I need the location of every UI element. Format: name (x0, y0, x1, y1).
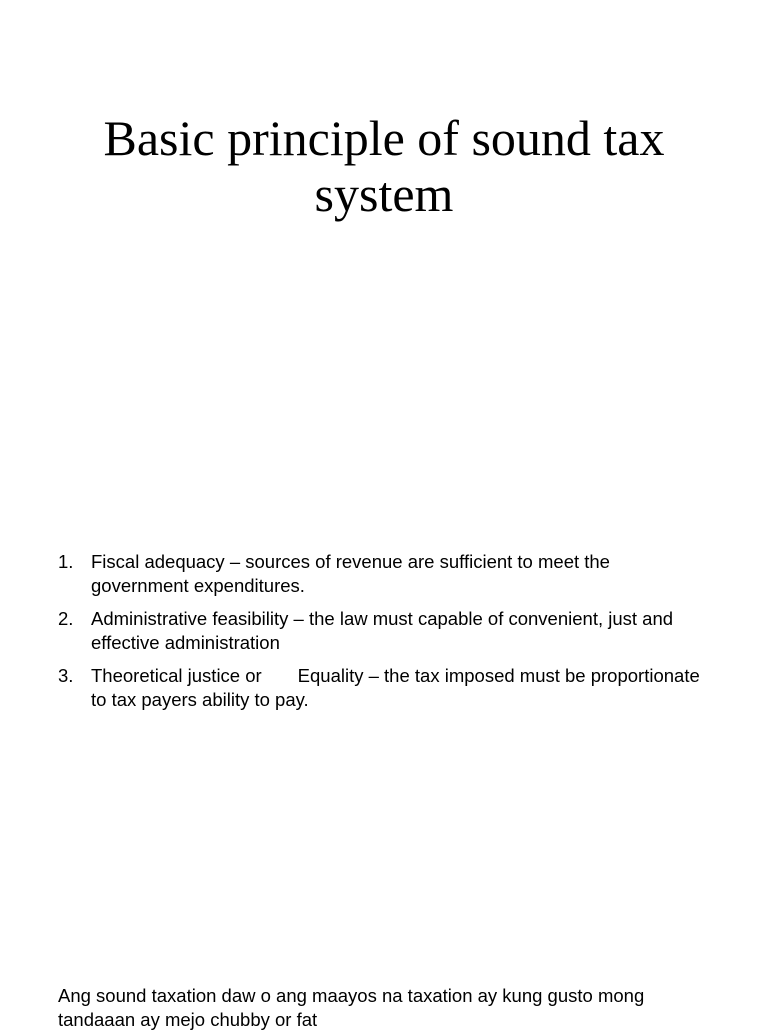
list-item (58, 550, 708, 598)
slide-title: Basic principle of sound tax system (103, 110, 665, 222)
list-item-text: Fiscal adequacy – sources of revenue are sufficient to meet the government expenditures. (91, 551, 616, 596)
list-item-number: 2. (58, 608, 74, 629)
list-item (58, 664, 708, 712)
list-item-number: 3. (58, 665, 74, 686)
principles-list (58, 550, 708, 721)
list-item-text: Administrative feasibility – the law must capable of convenient, just and effective administration (91, 608, 679, 653)
list-item-text: Theoretical justice or Equality – the tax imposed must be proportionate to tax payers ability to pay. (91, 665, 705, 710)
list-item-number: 1. (58, 551, 74, 572)
list-item (58, 607, 708, 655)
note-text: Ang sound taxation daw o ang maayos na taxation ay kung gusto mong tandaaan ay mejo chubby or fat (58, 985, 645, 1030)
